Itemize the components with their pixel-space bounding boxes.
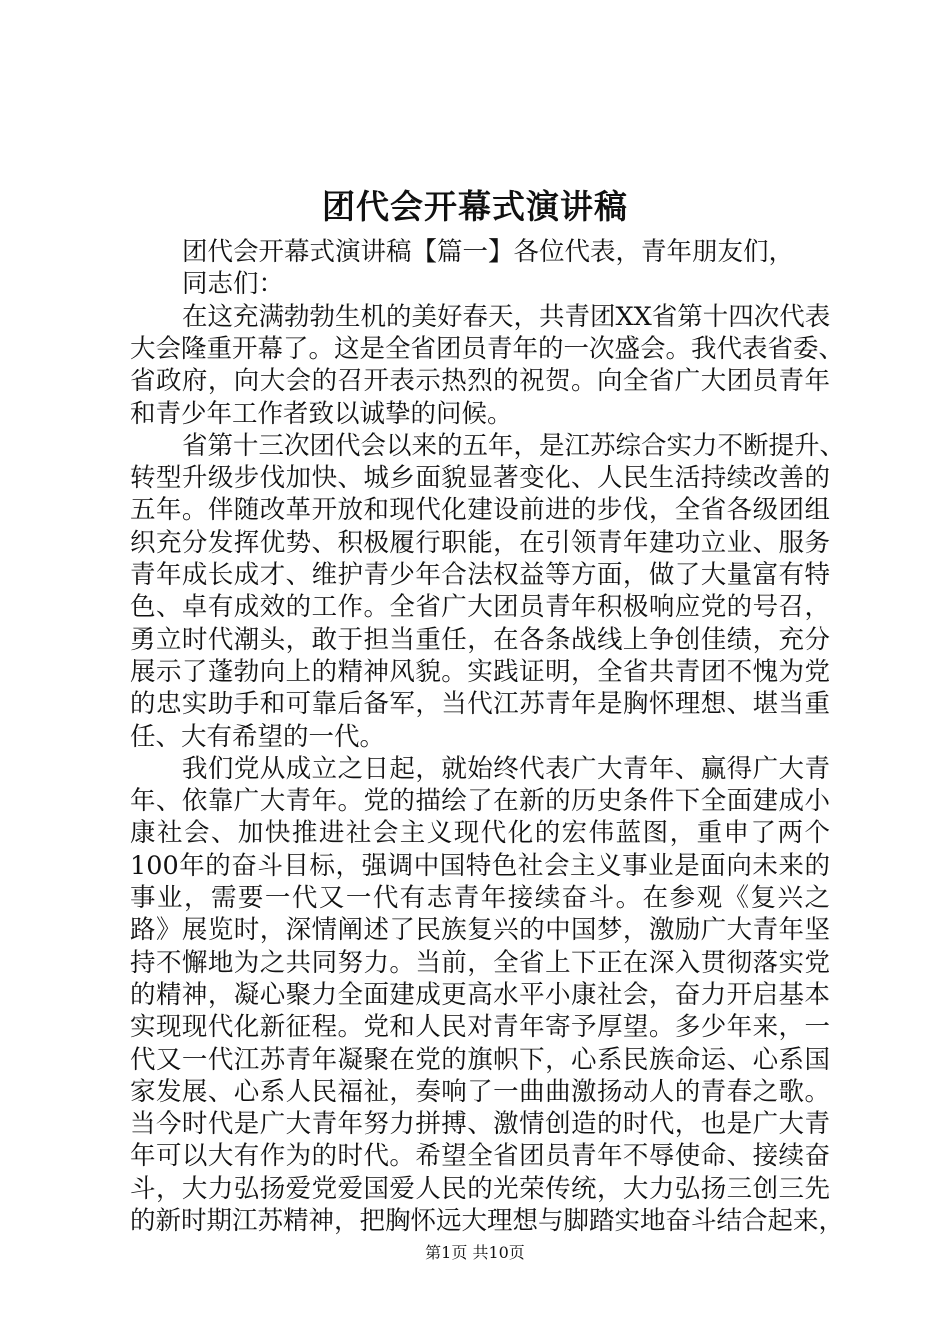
text-line: 100年的奋斗目标，强调中国特色社会主义事业是面向未来的	[130, 850, 830, 881]
text-line: 的新时期江苏精神，把胸怀远大理想与脚踏实地奋斗结合起来，	[130, 1206, 845, 1236]
text-line: 持不懈地为之共同努力。当前，全省上下正在深入贯彻落实党	[130, 947, 830, 978]
page-footer: 第1页 共10页	[425, 1243, 525, 1262]
text-line: 织充分发挥优势、积极履行职能，在引领青年建功立业、服务	[130, 527, 830, 558]
text-line: 年、依靠广大青年。党的描绘了在新的历史条件下全面建成小	[130, 786, 830, 817]
text-line: 色、卓有成效的工作。全省广大团员青年积极响应党的号召，	[130, 592, 830, 623]
text-line: 路》展览时，深情阐述了民族复兴的中国梦，激励广大青年坚	[130, 915, 830, 946]
text-line: 斗，大力弘扬爱党爱国爱人民的光荣传统，大力弘扬三创三先	[130, 1173, 830, 1204]
document-title: 团代会开幕式演讲稿	[322, 187, 628, 226]
text-line: 展示了蓬勃向上的精神风貌。实践证明，全省共青团不愧为党	[130, 656, 830, 687]
text-line: 任、大有希望的一代。	[130, 721, 386, 752]
text-line: 当今时代是广大青年努力拼搏、激情创造的时代，也是广大青	[130, 1109, 830, 1140]
text-line: 实现现代化新征程。党和人民对青年寄予厚望。多少年来，一	[130, 1012, 830, 1043]
text-line: 青年成长成才、维护青少年合法权益等方面，做了大量富有特	[130, 560, 830, 590]
text-line: 五年。伴随改革开放和现代化建设前进的步伐，全省各级团组	[130, 495, 830, 526]
text-line: 代又一代江苏青年凝聚在党的旗帜下，心系民族命运、心系国	[130, 1044, 830, 1075]
text-line: 事业，需要一代又一代有志青年接续奋斗。在参观《复兴之	[130, 883, 830, 913]
text-line: 转型升级步伐加快、城乡面貌显著变化、人民生活持续改善的	[130, 463, 830, 494]
text-line: 家发展、心系人民福祉，奏响了一曲曲激扬动人的青春之歌。	[130, 1076, 830, 1107]
text-line: 的忠实助手和可靠后备军，当代江苏青年是胸怀理想、堪当重	[130, 689, 830, 720]
text-line: 省政府，向大会的召开表示热烈的祝贺。向全省广大团员青年	[130, 366, 830, 397]
text-line: 康社会、加快推进社会主义现代化的宏伟蓝图，重申了两个	[130, 818, 830, 849]
text-line: 勇立时代潮头，敢于担当重任，在各条战线上争创佳绩，充分	[130, 624, 830, 655]
text-line: 在这充满勃勃生机的美好春天，共青团XX省第十四次代表	[182, 301, 831, 332]
text-line: 同志们：	[182, 269, 285, 300]
text-line: 我们党从成立之日起，就始终代表广大青年、赢得广大青	[182, 753, 830, 784]
text-line: 大会隆重开幕了。这是全省团员青年的一次盛会。我代表省委、	[130, 333, 845, 364]
text-line: 团代会开幕式演讲稿【篇一】各位代表，青年朋友们，	[182, 237, 795, 267]
text-line: 省第十三次团代会以来的五年，是江苏综合实力不断提升、	[182, 430, 846, 461]
text-line: 年可以大有作为的时代。希望全省团员青年不辱使命、接续奋	[130, 1141, 830, 1172]
text-line: 和青少年工作者致以诚挚的问候。	[130, 398, 513, 429]
text-line: 的精神，凝心聚力全面建成更高水平小康社会，奋力开启基本	[130, 979, 830, 1010]
